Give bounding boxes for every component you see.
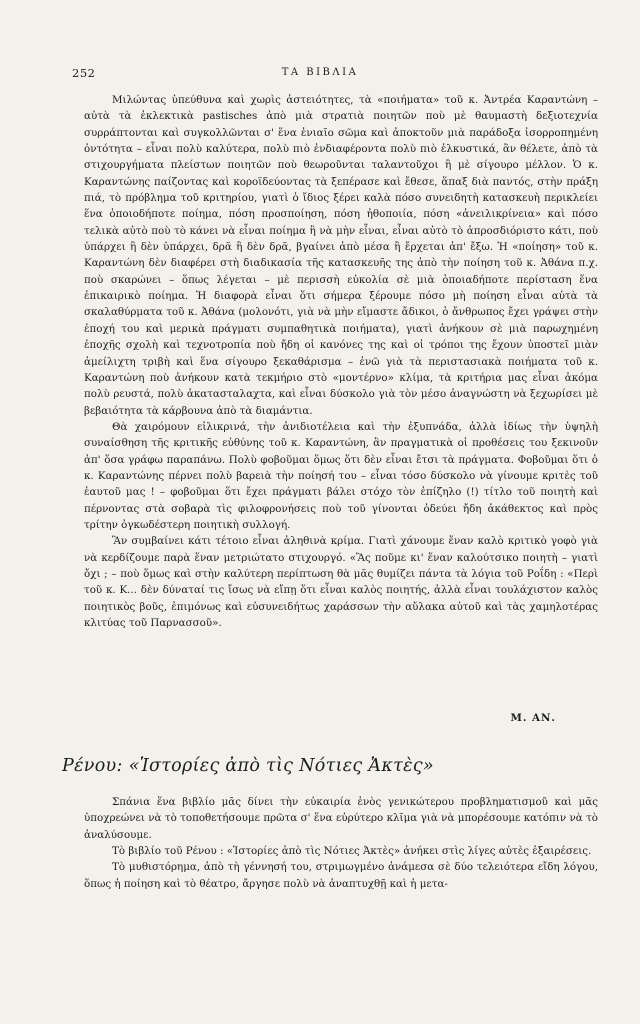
section-title [62, 756, 434, 776]
running-head: ΤΑ ΒΙΒΛΙΑ [281, 67, 359, 78]
paragraph: Τὸ μυθιστόρημα, ἀπὸ τὴ γέννησή του, στριμωγμένο ἀνάμεσα σὲ δύο τελειότερα εἴδη λόγου, ὅπως ἡ ποίηση καὶ τὸ θέατρο, ἄργησε πολὺ νὰ ἀναπτυχθῇ καὶ ἡ μετα- [84, 861, 598, 890]
section-title-author: Ρένου: [62, 756, 123, 776]
paragraph: Μιλώντας ὑπεύθυνα καὶ χωρὶς ἀστειότητες, τὰ «ποιήματα» τοῦ κ. Ἀντρέα Καραντώνη – αὐτὰ τὰ ἐκλεκτικὰ pastisches ἀπὸ μιὰ στρατιὰ ποιητῶν ποὺ μὲ θαυμαστὴ δεξιοτεχνία συρράπτονται καὶ συγκολλῶνται σ' ἕνα ἑνιαῖο σῶμα καὶ ἀποκτοῦν μιὰ παράδοξα ἰσορροπημένη ὀντότητα – εἶναι πολὺ καλύτερα, πολὺ πιὸ ἐνδιαφέροντα πολὺ πιὸ ἑλκυστικά, ἂν θέλετε, ἀπὸ τὰ στιχουργήματα πλείστων ποιητῶν ποὺ θεωροῦνται ταλαντοῦχοι ἢ μὲ σίγουρο μέλλον. Ὁ κ. Καραντώνης παίζοντας καὶ κοροϊδεύοντας τὰ ξεπέρασε καὶ ἔθεσε, ἅπαξ διὰ παντός, στὴν πράξη πιά, τὸ πρόβλημα τοῦ κριτηρίου, γιατὶ ὁ ἴδιος ξέρει καλὰ πόσο συνειδητὴ κατασκευὴ περικλείει ἕνα ὁποιοδήποτε ποίημα, πόση προσποίηση, πόση ἠθοποιία, πόση «ἀνειλικρίνεια» καὶ πόσο τελικὰ αὐτὸ ποὺ τὸ κάνει νὰ εἶναι ποίημα ἢ νὰ μὴν εἶναι, εἶναι αὐτὸ τὸ ἀπροσδιόριστο κάτι, ποὺ ὑπάρχει ἢ δὲν ὑπάρχει, δρᾶ ἢ δὲν δρᾶ, βγαίνει ἀπὸ μέσα ἢ ἔρχεται ἀπ' ἔξω. Ἡ «ποίηση» τοῦ κ. Καραντώνη δὲν διαφέρει στὴ διαδικασία τῆς κατασκευῆς της ἀπὸ τὴν ποίηση τοῦ κ. Ἀθάνα π.χ. ποὺ σκαρώνει – ὅπως λέγεται – μὲ περισσὴ εὐκολία σὲ μιὰ ὁποιαδήποτε περίσταση ἕνα ἐπικαιρικὸ ποίημα. Ἡ διαφορὰ εἶναι ὅτι σήμερα ξέρουμε πόσο μὴ ποίηση εἶναι αὐτὰ τὰ σκαλαθύρματα τοῦ κ. Ἀθάνα (μολονότι, γιὰ νὰ μὴν εἴμαστε ἄδικοι, ὁ ἄνθρωπος ἔχει γράψει στὴν ἐποχή του καὶ μερικὰ πράγματι συμπαθητικὰ ποιήματα), γιατὶ ἀνήκουν σὲ μιὰ παρωχημένη ἐποχῆς σχολὴ καὶ τεχνοτροπία ποὺ ἤδη οἱ κανόνες της καὶ οἱ τρόποι της ἔχουν ὑποστεῖ μιὰν ἀμείλιχτη τριβὴ καὶ ἕνα σίγουρο ξεκαθάρισμα – ἐνῶ γιὰ τὰ περιστασιακὰ ποιήματα τοῦ κ. Καραντώνη ποὺ ἀνήκουν κατὰ τεκμήριο στὸ «μοντέρνο» κλίμα, τὰ κριτήρια μας εἶναι ἀκόμα πολὺ ρευστά, πολὺ ἀκατασταλαχτα, καὶ εἶναι δύσκολο γιὰ τὸν μέσο ἀναγνώστη νὰ ξεχωρίσει μὲ βεβαιότητα τὰ κάρβουνα ἀπὸ τὰ διαμάντια. [84, 94, 598, 417]
paragraph: Θὰ χαιρόμουν εἰλικρινά, τὴν ἀνιδιοτέλεια καὶ τὴν ἐξυπνάδα, ἀλλὰ ἰδίως τὴν ὑψηλὴ συναίσθηση τῆς κριτικῆς εὐθύνης τοῦ κ. Καραντώνη, ἂν πραγματικὰ οἱ προθέσεις του ξεκινοῦν ἀπ' ὅσα γράφω παραπάνω. Πολὺ φοβοῦμαι ὅμως ὅτι δὲν εἶναι ἔτσι τὰ πράγματα. Φοβοῦμαι ὅτι ὁ κ. Καραντώνης πέρνει πολὺ βαρειὰ τὴν ποίησή του – εἶναι τόσο δύσκολο νὰ γίνουμε κριτὲς τοῦ ἑαυτοῦ μας ! – φοβοῦμαι ὅτι ἔχει πράγματι βάλει στόχο τὸν ἐπίζηλο (!) τίτλο τοῦ ποιητὴ καὶ πέρνοντας στὰ σοβαρὰ τὶς φιλοφρονήσεις ποὺ τοῦ γίνονται ὁδεύει ἤδη ἀκάθεκτος καὶ πρὸς τρίτην ὀγκωδέστερη ποιητικὴ συλλογή. [84, 420, 598, 531]
review-body-2 [84, 794, 598, 892]
section-title-work: «Ἱστορίες ἀπὸ τὶς Νότιες Ἀκτὲς» [128, 756, 434, 776]
page-number: 252 [72, 66, 96, 80]
paragraph: Σπάνια ἕνα βιβλίο μᾶς δίνει τὴν εὐκαιρία ἑνὸς γενικώτερου προβληματισμοῦ καὶ μᾶς ὑποχρεώνει νὰ τὸ τοποθετήσουμε πρῶτα σ' ἕνα εὐρύτερο κλῖμα γιὰ νὰ μπορέσουμε κατόπιν νὰ τὸ ἀναλύσουμε. [84, 796, 598, 841]
review-body [84, 92, 598, 631]
paragraph: Ἂν συμβαίνει κάτι τέτοιο εἶναι ἀληθινὰ κρίμα. Γιατὶ χάνουμε ἕναν καλὸ κριτικὸ γοφὸ γιὰ νὰ κερδίζουμε παρὰ ἕναν μετριώτατο στιχουργό. «Ἂς ποῦμε κι' ἕναν καλούτσικο ποιητὴ – γιατὶ ὄχι ; – ποὺ ὅμως καὶ στὴν καλύτερη περίπτωση θὰ μᾶς θυμίζει πάντα τὰ λόγια τοῦ Ροΐδη : «Περὶ τοῦ κ. Κ... δὲν δύναταί τις ἴσως νὰ εἴπῃ ὅτι εἶναι καλὸς ποιητής, ἀλλὰ εἶναι τουλάχιστον καλὸς ποιητικὸς βοῦς, ἐπιμόνως καὶ εὐσυνειδήτως χαράσσων τὴν αὔλακα αὐτοῦ καὶ τὰς χαμηλοτέρας κλιτύας τοῦ Παρνασσοῦ». [84, 535, 598, 629]
paragraph: Τὸ βιβλίο τοῦ Ρένου : «Ἱστορίες ἀπὸ τὶς Νότιες Ἀκτὲς» ἀνήκει στὶς λίγες αὐτὲς ἐξαιρέσεις. [112, 845, 592, 858]
author-signature: Μ. ΑΝ. [510, 712, 556, 724]
